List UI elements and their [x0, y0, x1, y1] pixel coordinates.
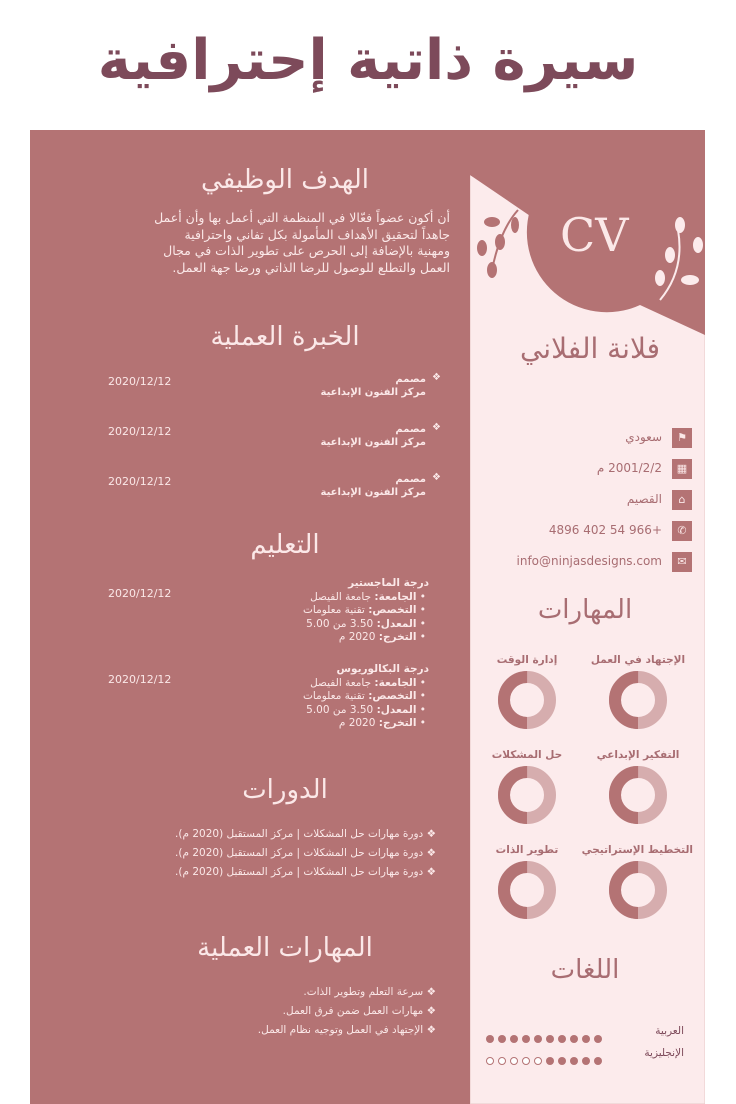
education-field: • التخصص: تقنية معلومات: [303, 604, 426, 616]
education-field: • الجامعة: جامعة الفيصل: [310, 676, 426, 689]
skill-label: إدارة الوقت: [496, 654, 558, 666]
level-dot: [570, 1057, 578, 1065]
skill-label: التخطيط الإستراتيجي: [581, 844, 693, 856]
field-value: تقنية معلومات: [303, 690, 369, 702]
skill-donut: [608, 860, 668, 920]
email-icon: ✉: [672, 552, 692, 572]
level-dot: [546, 1057, 554, 1065]
experience-date: 2020/12/12: [108, 475, 172, 488]
language-level: [486, 1028, 606, 1047]
contact-value: +966 54 402 4896: [548, 523, 662, 537]
skill-label: التفكير الإبداعي: [596, 749, 680, 761]
person-name: فلانة الفلاني: [519, 332, 661, 365]
courses-list: [175, 825, 436, 882]
field-key: الجامعة:: [374, 590, 417, 603]
field-key: التخرج:: [378, 631, 417, 643]
bullet-icon: ❖: [432, 422, 441, 433]
field-value: 2020 م: [338, 631, 379, 643]
level-dot: [594, 1057, 602, 1065]
field-value: جامعة الفيصل: [310, 676, 375, 689]
education-degree: درجة الماجستير: [348, 577, 429, 589]
field-value: تقنية معلومات: [303, 604, 369, 616]
list-item: ❖ دورة مهارات حل المشكلات | مركز المستقبل (2020 م).: [175, 866, 436, 878]
field-key: الجامعة:: [374, 676, 417, 689]
list-item: ❖ دورة مهارات حل المشكلات | مركز المستقبل (2020 م).: [175, 828, 436, 840]
practical-skills-heading: المهارات العملية: [197, 933, 373, 963]
list-item: ❖ مهارات العمل ضمن فرق العمل.: [282, 1005, 436, 1017]
skill-label: تطوير الذات: [495, 844, 559, 856]
education-field: • المعدل: 3.50 من 5.00: [306, 617, 426, 630]
list-item-text: مهارات العمل ضمن فرق العمل.: [282, 1005, 424, 1017]
education-field: • الجامعة: جامعة الفيصل: [310, 590, 426, 603]
practical_skills-list: [258, 983, 436, 1040]
language-level: [486, 1050, 606, 1069]
contact-value: 2001/2/2 م: [596, 461, 662, 475]
contact-value: القصيم: [626, 492, 662, 506]
field-key: التخصص:: [368, 604, 417, 616]
experience-heading: الخبرة العملية: [210, 322, 360, 352]
field-value: 3.50 من 5.00: [306, 617, 377, 630]
field-value: 3.50 من 5.00: [306, 703, 377, 716]
experience-item: [321, 473, 427, 499]
level-dot: [510, 1057, 518, 1065]
skill-donut: [497, 860, 557, 920]
skill-label: حل المشكلات: [491, 749, 563, 761]
education-field: • التخرج: 2020 م: [338, 717, 426, 729]
level-dot: [522, 1057, 530, 1065]
list-item-text: الإجتهاد في العمل وتوجيه نظام العمل.: [257, 1024, 424, 1036]
education-field: • التخصص: تقنية معلومات: [303, 690, 426, 702]
page-title: سيرة ذاتية إحترافية: [97, 28, 639, 93]
field-value: 2020 م: [338, 717, 379, 729]
skill-donut: [608, 670, 668, 730]
education-item: [303, 663, 429, 731]
list-item-text: دورة مهارات حل المشكلات | مركز المستقبل (2020 م).: [175, 828, 424, 840]
map-icon: ⌂: [672, 490, 692, 510]
education-field: • المعدل: 3.50 من 5.00: [306, 703, 426, 716]
level-dot: [582, 1057, 590, 1065]
language-label: العربية: [655, 1025, 684, 1037]
list-item: ❖ سرعة التعلم وتطوير الذات.: [303, 986, 436, 998]
field-key: التخرج:: [378, 717, 417, 729]
skill-donut: [497, 670, 557, 730]
level-dot: [546, 1035, 554, 1043]
level-dot: [582, 1035, 590, 1043]
education-heading: التعليم: [250, 530, 320, 560]
level-dot: [558, 1057, 566, 1065]
calendar-icon: ▦: [672, 459, 692, 479]
level-dot: [522, 1035, 530, 1043]
education-degree: درجة البكالوريوس: [336, 663, 429, 675]
level-dot: [486, 1035, 494, 1043]
level-dot: [498, 1035, 506, 1043]
field-key: المعدل:: [376, 617, 417, 630]
bullet-icon: ❖: [432, 372, 441, 383]
education-item: [303, 577, 429, 645]
contact-value: سعودي: [625, 430, 662, 444]
education-field: • التخرج: 2020 م: [338, 631, 426, 643]
skill-donut: [608, 765, 668, 825]
courses-heading: الدورات: [242, 775, 328, 805]
level-dot: [570, 1035, 578, 1043]
skills-heading: المهارات: [537, 595, 633, 625]
education-date: 2020/12/12: [108, 673, 172, 686]
experience-date: 2020/12/12: [108, 375, 172, 388]
experience-item: [321, 373, 427, 399]
languages-heading: اللغات: [550, 955, 620, 985]
list-item-text: سرعة التعلم وتطوير الذات.: [303, 986, 424, 998]
list-item: ❖ الإجتهاد في العمل وتوجيه نظام العمل.: [257, 1024, 436, 1036]
language-label: الإنجليزية: [644, 1047, 684, 1059]
level-dot: [510, 1035, 518, 1043]
level-dot: [594, 1035, 602, 1043]
list-item-text: دورة مهارات حل المشكلات | مركز المستقبل (2020 م).: [175, 866, 424, 878]
list-item-text: دورة مهارات حل المشكلات | مركز المستقبل (2020 م).: [175, 847, 424, 859]
experience-role: مصمم: [395, 474, 426, 485]
skill-label: الإجتهاد في العمل: [590, 654, 686, 666]
cv-label: CV: [560, 208, 629, 262]
experience-item: [321, 423, 427, 449]
level-dot: [558, 1035, 566, 1043]
field-value: جامعة الفيصل: [310, 590, 375, 603]
field-key: المعدل:: [376, 703, 417, 716]
experience-role: مصمم: [395, 424, 426, 435]
experience-org: مركز الفنون الإبداعية: [320, 387, 426, 398]
education-date: 2020/12/12: [108, 587, 172, 600]
flag-icon: ⚑: [672, 428, 692, 448]
list-item: ❖ دورة مهارات حل المشكلات | مركز المستقبل (2020 م).: [175, 847, 436, 859]
experience-org: مركز الفنون الإبداعية: [320, 437, 426, 448]
experience-role: مصمم: [395, 374, 426, 385]
objective-text: أن أكون عضواً فعّالا في المنظمة التي أعمل بها وأن أعمل جاهداً لتحقيق الأهداف المأمولة بكل تفاني واحترافية ومهنية بالإضافة إلى الحرص على تطوير الذات في مجال العمل والتطلع للوصول للرضا الذاتي ورضا جهة العمل.: [154, 210, 450, 275]
experience-date: 2020/12/12: [108, 425, 172, 438]
experience-org: مركز الفنون الإبداعية: [320, 487, 426, 498]
bullet-icon: ❖: [432, 472, 441, 483]
contact-value: info@ninjasdesigns.com: [516, 554, 662, 568]
phone-icon: ✆: [672, 521, 692, 541]
objective-heading: الهدف الوظيفي: [201, 165, 369, 195]
field-key: التخصص:: [368, 690, 417, 702]
level-dot: [534, 1057, 542, 1065]
skill-donut: [497, 765, 557, 825]
level-dot: [498, 1057, 506, 1065]
level-dot: [534, 1035, 542, 1043]
level-dot: [486, 1057, 494, 1065]
